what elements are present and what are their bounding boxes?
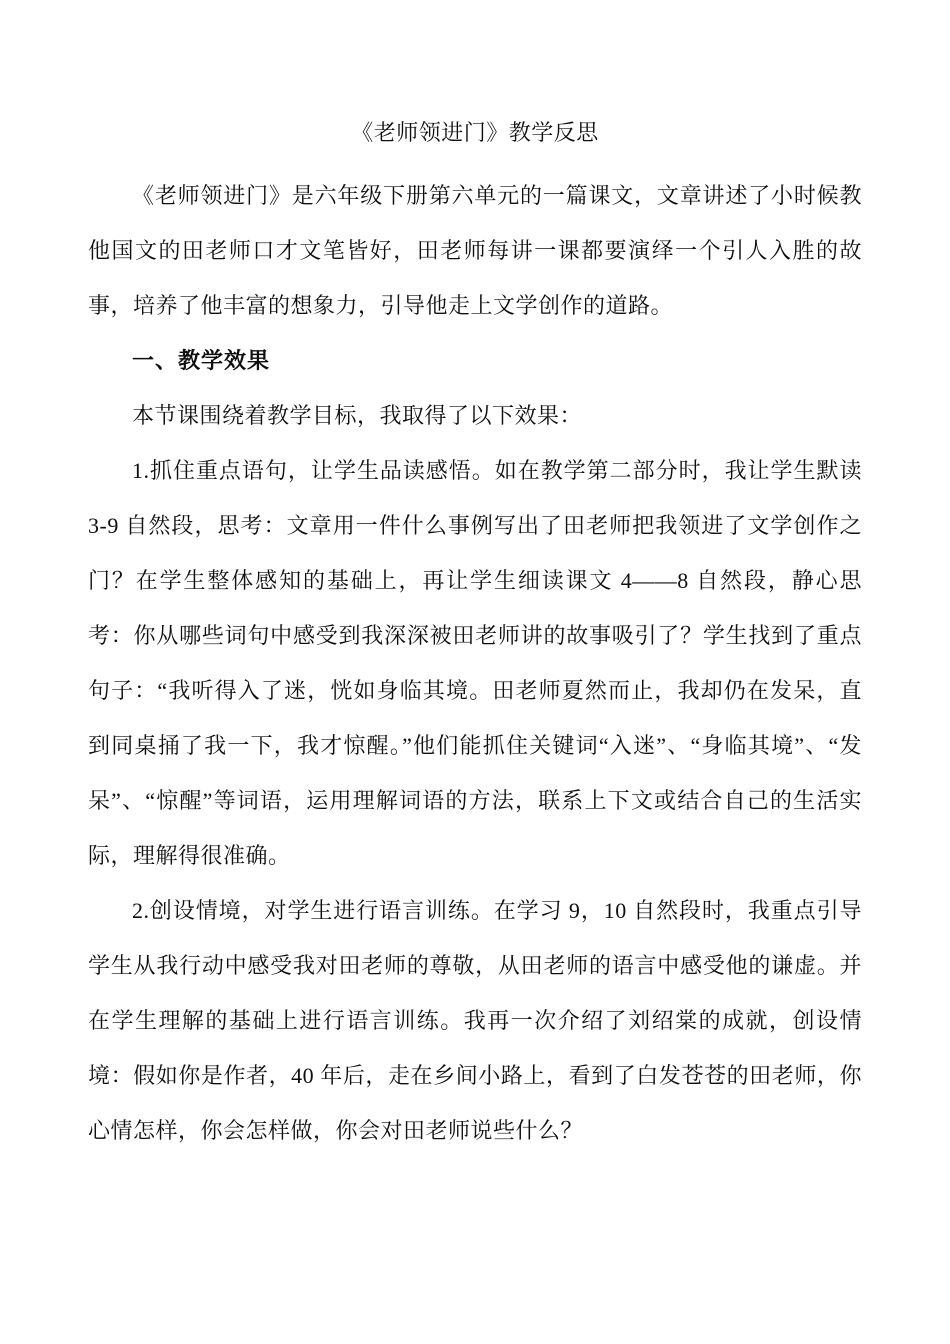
paragraph-intro: 《老师领进门》是六年级下册第六单元的一篇课文，文章讲述了小时候教他国文的田老师口才文笔皆好，田老师每讲一课都要演绎一个引人入胜的故事，培养了他丰富的想象力，引导他走上文学创作的道路。 bbox=[88, 183, 862, 318]
document-title: 《老师领进门》教学反思 bbox=[351, 120, 599, 145]
paragraph-goal-summary: 本节课围绕着教学目标，我取得了以下效果： bbox=[132, 403, 583, 428]
section-heading-teaching-effect: 一、教学效果 bbox=[132, 348, 271, 373]
paragraph-point-1: 1.抓住重点语句，让学生品读感悟。如在教学第二部分时，我让学生默读 3-9 自然段，思考：文章用一件什么事例写出了田老师把我领进了文学创作之门？在学生整体感知的基础上，再让学生细读课文 4——8 自然段，静心思考：你从哪些词句中感受到我深深被田老师讲的故事吸引了？学生找到了重点句子：“我听得入了迷，恍如身临其境。田老师夏然而止，我却仍在发呆，直到同桌捅了我一下，我才惊醒。”他们能抓住关键词“入迷”、“身临其境”、“发呆”、“惊醒”等词语，运用理解词语的方法，联系上下文或结合自己的生活实际，理解得很准确。 bbox=[88, 458, 862, 868]
paragraph-point-2: 2.创设情境，对学生进行语言训练。在学习 9，10 自然段时，我重点引导学生从我行动中感受我对田老师的尊敬，从田老师的语言中感受他的谦虚。并在学生理解的基础上进行语言训练。我再一次介绍了刘绍棠的成就，创设情境：假如你是作者，40 年后，走在乡间小路上，看到了白发苍苍的田老师，你心情怎样，你会怎样做，你会对田老师说些什么？ bbox=[88, 898, 862, 1143]
